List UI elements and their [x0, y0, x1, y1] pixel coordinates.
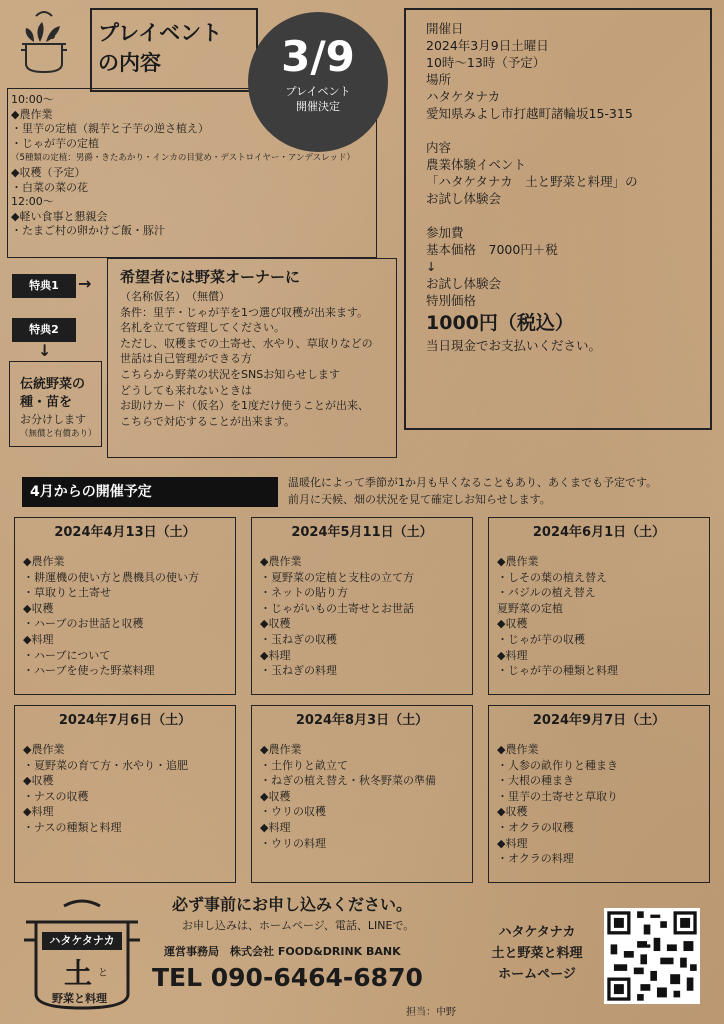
schedule-line: ◆収穫（予定）	[11, 165, 86, 179]
tel: TEL 090-6464-6870	[152, 963, 423, 992]
date-value: 2024年3月9日土曜日	[426, 38, 549, 53]
arrow-down-icon: ↓	[38, 341, 52, 360]
homepage-label	[478, 922, 596, 985]
month-date: 2024年6月1日（土）	[532, 525, 666, 540]
month-line: ◆収穫	[260, 617, 291, 631]
date-label: 開催日	[426, 21, 464, 36]
month-date: 2024年5月11日（土）	[291, 525, 433, 540]
owner-line: 世話は自己管理ができる方	[120, 352, 252, 366]
month-line: ◆収穫	[23, 601, 54, 615]
month-line: ・ナスの収穫	[23, 789, 89, 803]
month-line: ◆農作業	[497, 555, 539, 568]
arrow-right-icon: →	[78, 274, 92, 293]
contact-info	[150, 893, 470, 1018]
month-line: ◆農作業	[260, 743, 302, 756]
person-in-charge: 担当：中野	[406, 1007, 456, 1018]
content-line: 農業体験イベント	[426, 157, 527, 172]
month-line: ・土作りと畝立て	[260, 758, 348, 772]
schedule-note	[288, 474, 657, 508]
month-card	[488, 517, 710, 695]
month-line: ◆農作業	[23, 743, 65, 756]
schedule-line: ・じゃが芋の定植	[11, 136, 99, 150]
fee-label: 参加費	[426, 225, 464, 240]
month-line: ・ハーブについて	[23, 648, 111, 662]
owner-line: 名札を立てて管理してください。	[120, 321, 285, 335]
month-line: ・草取りと土寄せ	[23, 586, 111, 600]
owner-line: 条件：里芋・じゃが芋を1つ選び収穫が出来ます。	[120, 305, 369, 319]
month-line: ◆農作業	[23, 555, 65, 568]
owner-line: どうしても来れないときは	[120, 383, 252, 397]
content-line: 「ハタケタナカ 土と野菜と料理」の	[426, 174, 638, 189]
month-line: ・ウリの料理	[260, 836, 326, 850]
schedule-varieties: （5種類の定植：男爵・きたあかり・インカの目覚め・デストロイヤー・アンデスレッド）	[11, 153, 356, 164]
schedule-note-line: 前月に天候、畑の状況を見て確定しお知らせします。	[288, 493, 551, 506]
month-line: ・オクラの料理	[497, 852, 574, 866]
month-line: ・ハーブのお世話と収穫	[23, 617, 144, 631]
month-line: ・ねぎの植え替え・秋冬野菜の準備	[260, 774, 436, 788]
qr-code-icon[interactable]	[604, 908, 700, 1004]
hp-line2: 土と野菜と料理	[491, 946, 583, 961]
content-line: お試し体験会	[426, 191, 502, 206]
vegetable-owner-box	[107, 258, 397, 458]
fee-base: 基本価格 7000円＋税	[426, 242, 558, 257]
seed-line4: （無償と有償あり）	[20, 429, 97, 439]
place-name: ハタケタナカ	[426, 89, 501, 104]
title-box	[90, 8, 258, 92]
month-line: ・夏野菜の定植と支柱の立て方	[260, 570, 414, 584]
schedule-note-line: 温暖化によって季節が1か月も早くなることもあり、あくまでも予定です。	[288, 476, 658, 489]
schedule-line: 12:00〜	[11, 195, 54, 209]
place-label: 場所	[426, 72, 452, 87]
schedule-line: ・白菜の菜の花	[11, 180, 88, 194]
month-date: 2024年4月13日（土）	[54, 525, 196, 540]
apply-heading: 必ず事前にお申し込みください。	[172, 895, 413, 914]
date-badge-date: 3/9	[281, 32, 355, 81]
month-line: ・耕運機の使い方と農機具の使い方	[23, 570, 199, 584]
month-line: ・ハーブを使った野菜料理	[23, 664, 155, 678]
place-address: 愛知県みよし市打越町諸輪坂15-315	[426, 106, 633, 121]
month-line: ◆料理	[260, 820, 291, 834]
seed-line3: お分けします	[20, 413, 86, 426]
apply-sub: お申し込みは、ホームページ、電話、LINEで。	[182, 919, 415, 932]
fee-arrow: ↓	[426, 259, 437, 274]
hp-line1: ハタケタナカ	[498, 925, 576, 940]
owner-line: ただし、収穫までの土寄せ、水やり、草取りなどの	[120, 336, 373, 350]
month-line: ◆収穫	[497, 617, 528, 631]
logo-name: ハタケタナカ	[42, 932, 122, 950]
fee-payment: 当日現金でお支払いください。	[426, 338, 602, 353]
fee-trial: お試し体験会	[426, 276, 502, 291]
date-badge-line2: 開催決定	[296, 100, 340, 113]
month-line: ・じゃが芋の収穫	[497, 632, 585, 646]
page-title-line1: プレイベント	[98, 21, 223, 45]
page-title-line2: の内容	[98, 51, 161, 75]
month-date: 2024年8月3日（土）	[295, 713, 429, 728]
owner-line: お助けカード（仮名）を1度だけ使うことが出来、	[120, 399, 369, 413]
seed-line1: 伝統野菜の	[20, 377, 86, 392]
month-line: 夏野菜の定植	[497, 601, 563, 615]
owner-line: こちらから野菜の状況をSNSお知らせします	[120, 367, 340, 381]
schedule-line: ・里芋の定植（親芋と子芋の逆さ植え）	[11, 122, 209, 136]
fee-special-price: 1000円（税込）	[426, 312, 574, 334]
month-line: ◆農作業	[260, 555, 302, 568]
month-line: ・里芋の土寄せと草取り	[497, 789, 618, 803]
event-info-box	[404, 8, 712, 430]
month-line: ・玉ねぎの収穫	[260, 632, 337, 646]
month-card	[251, 705, 473, 883]
month-line: ◆料理	[260, 648, 291, 662]
month-card	[488, 705, 710, 883]
date-badge-line1: プレイベント	[285, 85, 351, 98]
month-line: ◆収穫	[260, 789, 291, 803]
month-line: ◆料理	[23, 632, 54, 646]
month-line: ・じゃがいもの土寄せとお世話	[260, 601, 414, 615]
month-line: ・玉ねぎの料理	[260, 664, 337, 678]
month-line: ・ネットの貼り方	[260, 586, 348, 600]
month-line: ◆収穫	[497, 805, 528, 819]
logo-small: と	[98, 968, 108, 979]
owner-heading: 希望者には野菜オーナーに	[120, 268, 301, 286]
schedule-line: ・たまご村の卵かけご飯・豚汁	[11, 224, 165, 238]
month-line: ・オクラの収穫	[497, 820, 574, 834]
hp-line3: ホームページ	[498, 967, 576, 982]
month-line: ◆料理	[497, 648, 528, 662]
month-line: ・大根の種まき	[497, 774, 574, 788]
logo-line2: 野菜と料理	[52, 992, 107, 1005]
month-line: ・ナスの種類と料理	[23, 820, 122, 834]
seed-line2: 種・苗を	[20, 395, 73, 410]
month-line: ◆農作業	[497, 743, 539, 756]
seed-box	[9, 361, 102, 447]
month-line: ・ウリの収穫	[260, 805, 326, 819]
tokuten-1-tag: 特典1	[12, 274, 76, 298]
month-line: ・人参の畝作りと種まき	[497, 758, 618, 772]
month-card	[14, 517, 236, 695]
section-heading: 4月からの開催予定	[22, 477, 278, 507]
time-value: 10時〜13時（予定）	[426, 55, 546, 70]
month-line: ・しその葉の植え替え	[497, 570, 607, 584]
owner-sub: （名称仮名） （無償）	[120, 290, 230, 303]
organizer: 運営事務局 株式会社 FOOD&DRINK BANK	[164, 945, 401, 958]
month-line: ・バジルの植え替え	[497, 586, 596, 600]
month-date: 2024年7月6日（土）	[58, 713, 192, 728]
content-label: 内容	[426, 140, 452, 155]
month-line: ◆料理	[23, 805, 54, 819]
cooking-pot-icon	[14, 6, 74, 76]
month-card	[14, 705, 236, 883]
tokuten-2-tag: 特典2	[12, 318, 76, 342]
schedule-line: ◆農作業	[11, 107, 53, 121]
month-line: ・夏野菜の育て方・水やり・追肥	[23, 758, 188, 772]
date-badge	[248, 12, 388, 152]
month-line: ・じゃが芋の種類と料理	[497, 664, 618, 678]
month-line: ◆料理	[497, 836, 528, 850]
month-card	[251, 517, 473, 695]
brand-logo	[16, 896, 148, 1016]
owner-line: こちらで対応することが出来ます。	[120, 414, 296, 428]
schedule-line: 10:00〜	[11, 93, 54, 106]
month-date: 2024年9月7日（土）	[532, 713, 666, 728]
logo-char: 土	[64, 957, 93, 990]
fee-special-label: 特別価格	[426, 293, 477, 308]
month-line: ◆収穫	[23, 774, 54, 788]
schedule-line: ◆軽い食事と懇親会	[11, 209, 108, 223]
